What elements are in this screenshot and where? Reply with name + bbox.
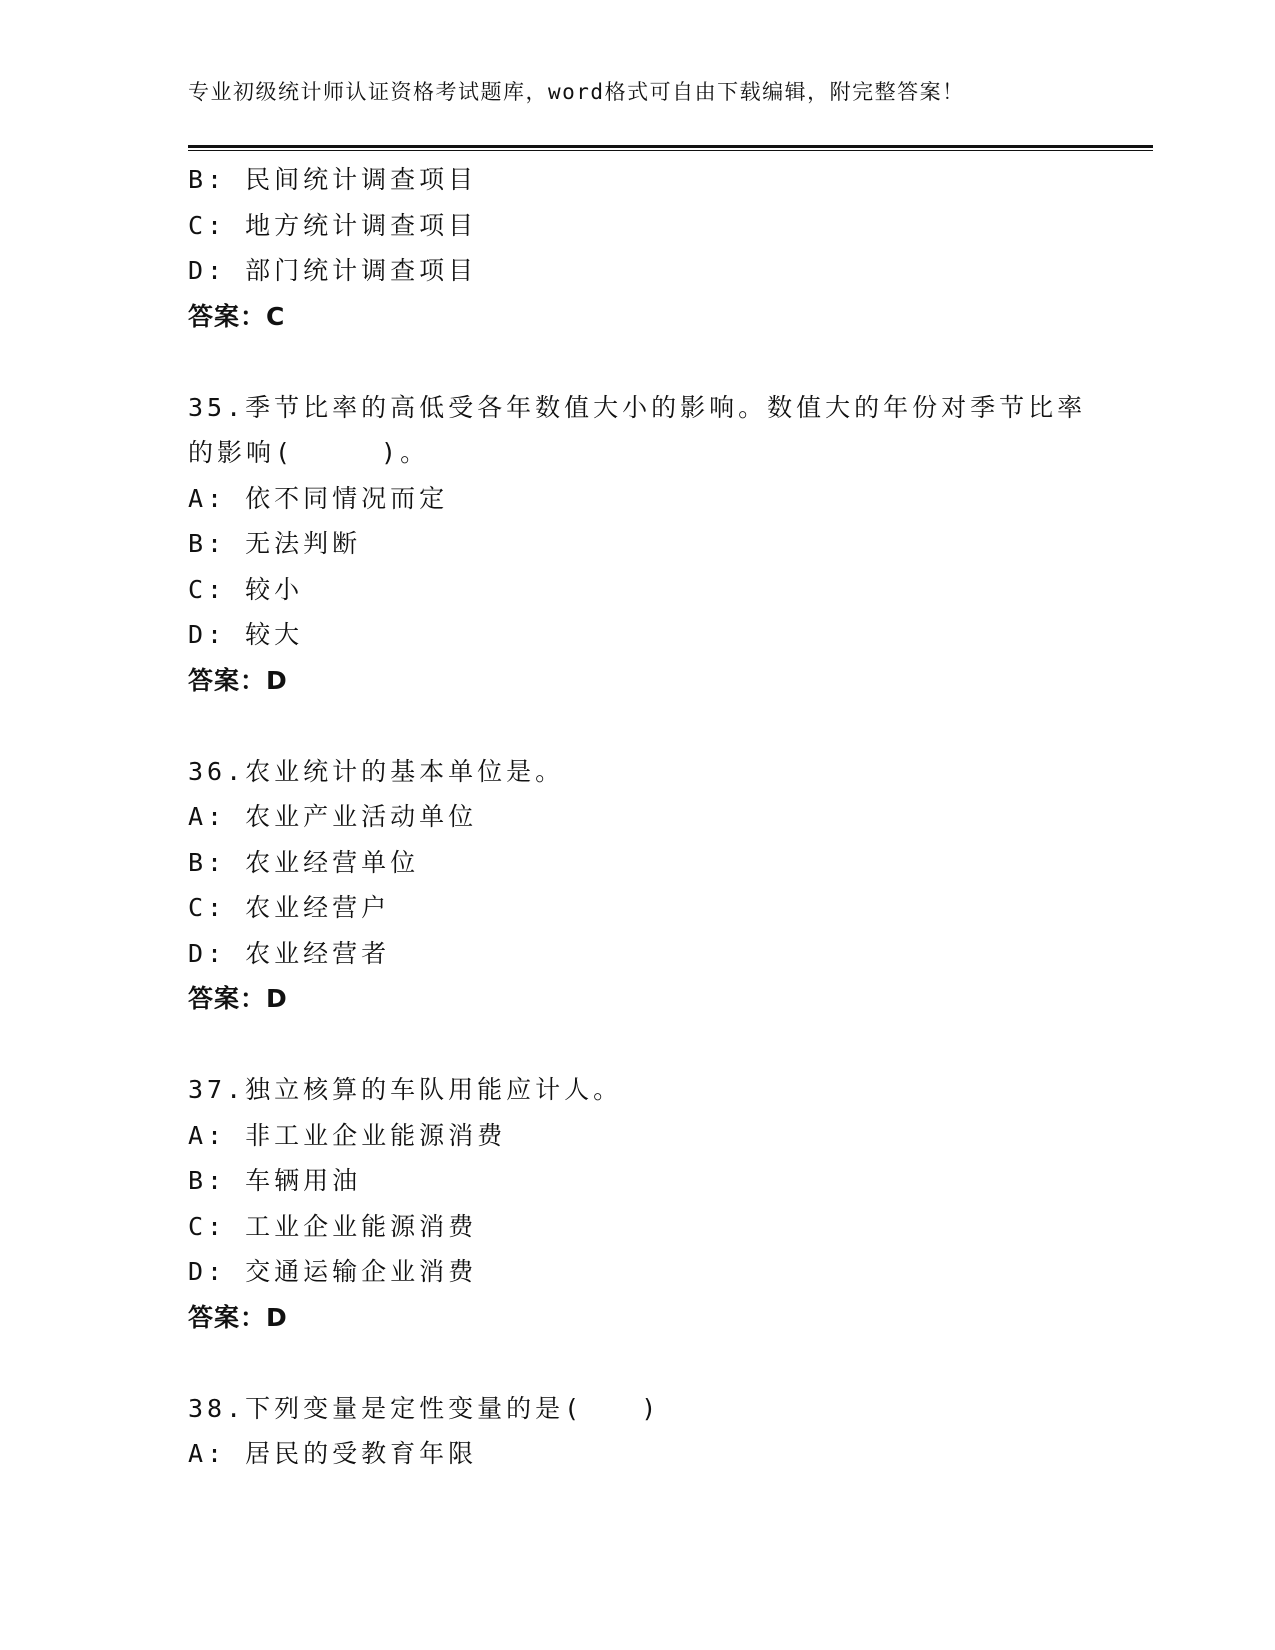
option-c: C: 较小 <box>188 574 304 604</box>
option-b: B: 无法判断 <box>188 529 362 558</box>
option-c: C: 工业企业能源消费 <box>188 1211 478 1241</box>
option-a: A: 农业产业活动单位 <box>188 802 478 831</box>
option-d: D: 较大 <box>188 620 304 649</box>
question-38 <box>188 1386 1148 1477</box>
option-c: C: 农业经营户 <box>188 893 391 922</box>
answer: 答案：C <box>188 301 286 331</box>
question-content <box>188 157 1148 1477</box>
option-a: A: 依不同情况而定 <box>188 483 449 513</box>
option-d: D: 农业经营者 <box>188 938 391 968</box>
option-a: A: 非工业企业能源消费 <box>188 1120 507 1150</box>
option-d: D: 部门统计调查项目 <box>188 256 478 285</box>
option-d: D: 交通运输企业消费 <box>188 1257 478 1286</box>
page-header: 专业初级统计师认证资格考试题库，word格式可自由下载编辑，附完整答案！ <box>188 80 965 104</box>
answer: 答案：D <box>188 1302 288 1332</box>
option-b: B: 农业经营单位 <box>188 847 420 877</box>
option-b: B: 车辆用油 <box>188 1166 362 1195</box>
option-c: C: 地方统计调查项目 <box>188 210 478 240</box>
question-35 <box>188 385 1148 704</box>
answer: 答案：D <box>188 984 288 1013</box>
question-stem: 37.独立核算的车队用能应计人。 <box>188 1075 623 1104</box>
question-36 <box>188 749 1148 1022</box>
question-stem: 36.农业统计的基本单位是。 <box>188 756 565 786</box>
question-stem-cont: 的影响( )。 <box>188 438 430 467</box>
option-b: B: 民间统计调查项目 <box>188 165 478 194</box>
prev-question <box>188 157 1148 339</box>
question-stem: 35.季节比率的高低受各年数值大小的影响。数值大的年份对季节比率 <box>188 392 1087 422</box>
option-a: A: 居民的受教育年限 <box>188 1439 478 1468</box>
question-stem: 38.下列变量是定性变量的是( ) <box>188 1393 661 1423</box>
answer: 答案：D <box>188 665 288 695</box>
question-37 <box>188 1067 1148 1340</box>
header-rule <box>188 145 1153 151</box>
